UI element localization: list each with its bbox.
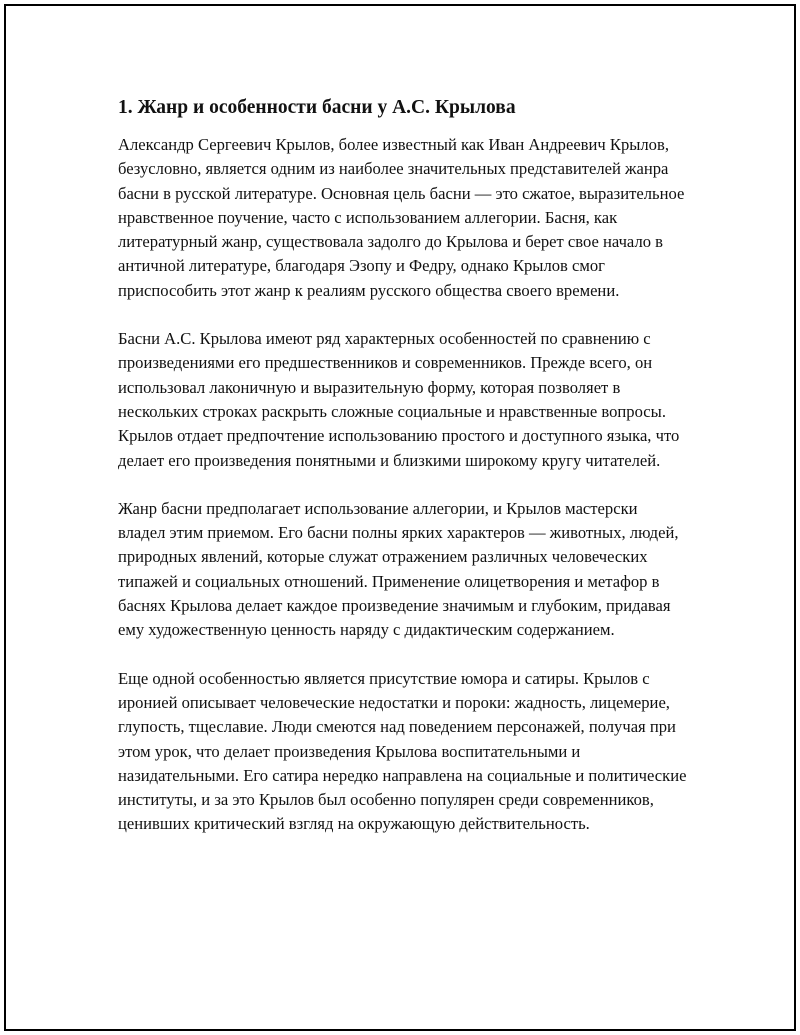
- paragraph-2: Басни А.С. Крылова имеют ряд характерных особенностей по сравнению с произведениями его предшественников и современников. Прежде всего, он использовал лаконичную и выразительную форму, которая позволяет в нескольких строках раскрыть сложные социальные и нравственные вопросы. Крылов отдает предпочтение использованию простого и доступного языка, что делает его произведения понятными и близкими широкому кругу читателей.: [118, 329, 680, 470]
- section-title: 1. Жанр и особенности басни у А.С. Крылова: [118, 97, 516, 118]
- paragraph-4: Еще одной особенностью является присутствие юмора и сатиры. Крылов с иронией описывает человеческие недостатки и пороки: жадность, лицемерие, глупость, тщеславие. Люди смеются над поведением персонажей, получая при этом урок, что делает произведения Крылова воспитательными и назидательными. Его сатира нередко направлена на социальные и политические институты, и за это Крылов был особенно популярен среди современников, ценивших критический взгляд на окружающую действительность.: [118, 668, 687, 834]
- document-body: [118, 95, 688, 861]
- paragraph-1: Александр Сергеевич Крылов, более известный как Иван Андреевич Крылов, безусловно, является одним из наиболее значительных представителей жанра басни в русской литературе. Основная цель басни — это сжатое, выразительное нравственное поучение, часто с использованием аллегории. Басня, как литературный жанр, существовала задолго до Крылова и берет свое начало в античной литературе, благодаря Эзопу и Федру, однако Крылов смог приспособить этот жанр к реалиям русского общества своего времени.: [118, 135, 685, 300]
- paragraph-3: Жанр басни предполагает использование аллегории, и Крылов мастерски владел этим приемом. Его басни полны ярких характеров — животных, людей, природных явлений, которые служат отражением различных человеческих типажей и социальных отношений. Применение олицетворения и метафор в баснях Крылова делает каждое произведение значимым и глубоким, придавая ему художественную ценность наряду с дидактическим содержанием.: [118, 498, 679, 640]
